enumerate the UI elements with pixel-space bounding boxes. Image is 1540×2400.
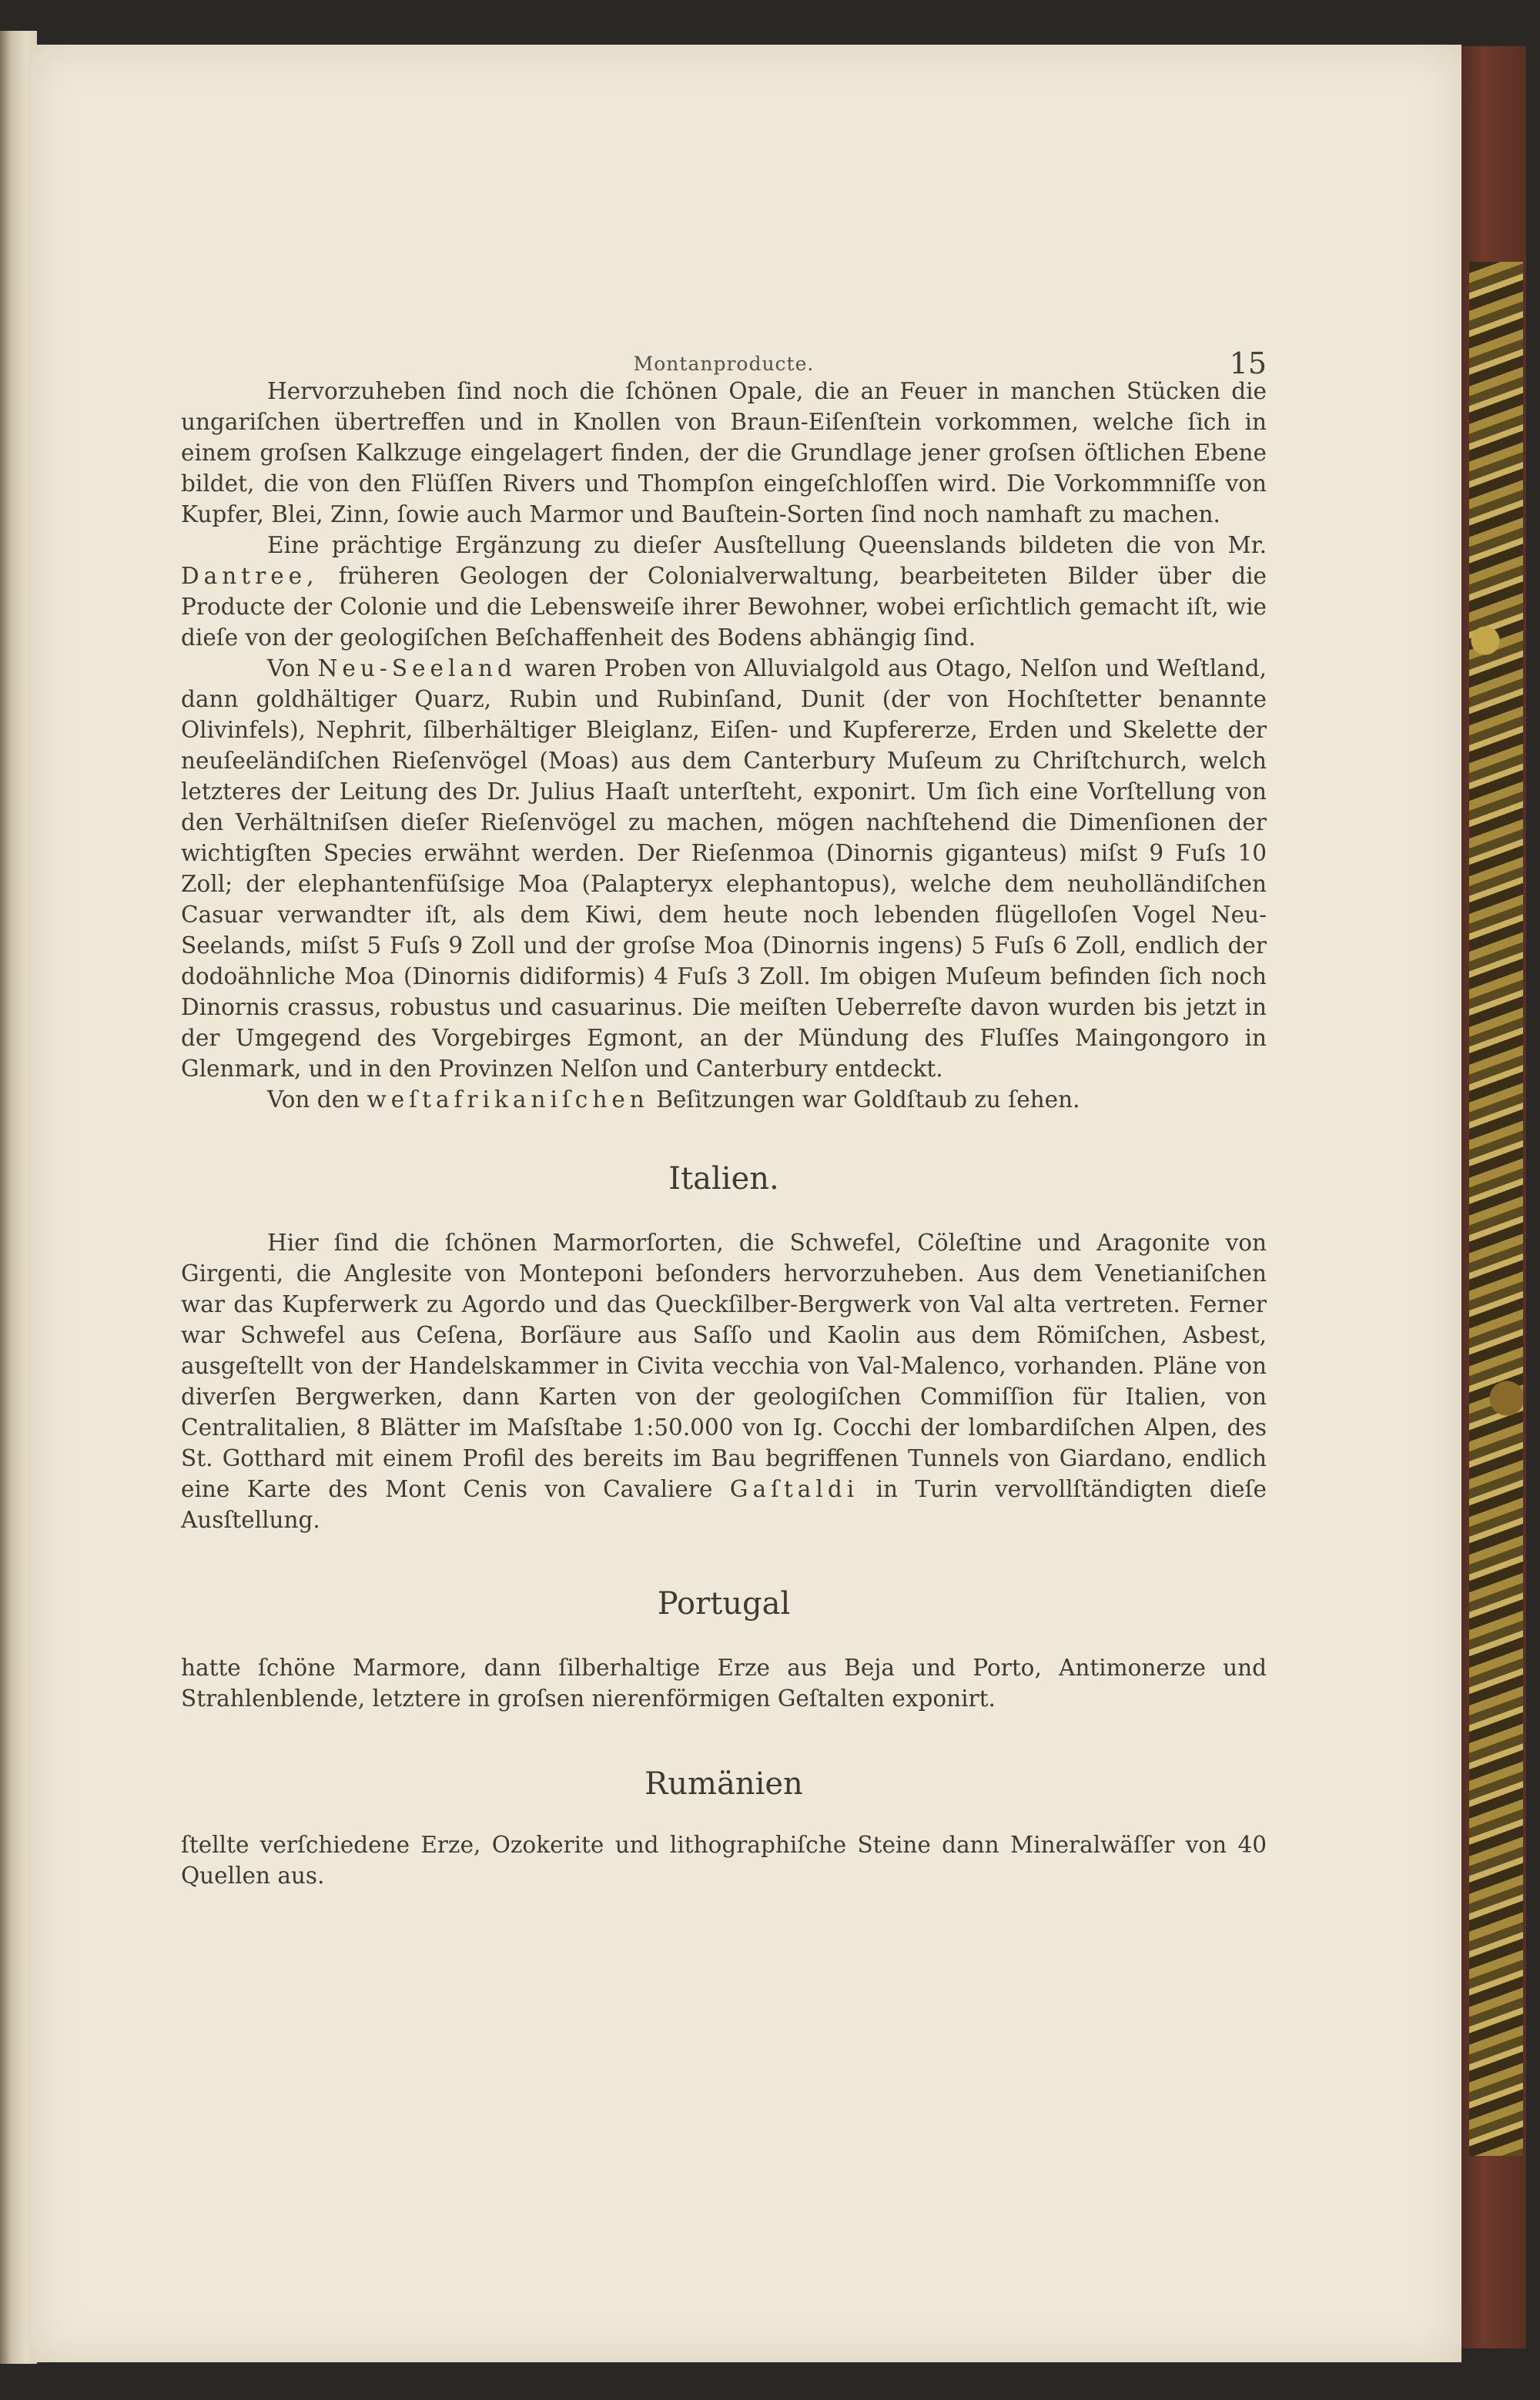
dantree-name: Dantree, [181, 563, 319, 589]
italien-text: Hier ſind die ſchönen Marmorſorten, die Schwefel, Cöleſtine und Aragonite von Girgenti, die Anglesite von Monteponi beſonders hervorzuheben. Aus dem Venetianiſchen war das Kupferwerk zu Agordo und das Queckſilber-Bergwerk von Val alta vertreten. Ferner war Schwefel aus Ceſena, Borſäure aus Saſſo und Kaolin aus dem Römiſchen, Asbest, ausgeſtellt von der Handelskammer in Civita vecchia von Val-Malenco, vorhanden. Pläne von diverſen Bergwerken, dann Karten von der geologiſchen Commiſſion für Italien, von Centralitalien, 8 Blätter im Maſsſtabe 1:50.000 von Ig. Cocchi der lombardiſchen Alpen, des St. Gotthard mit einem Profil des bereits im Bau begriffenen Tunnels von Giardano, endlich eine Karte des Mont Cenis von Cavaliere [181, 1230, 1267, 1502]
italien-text-end: in Turin vervollſtändigten dieſe Ausſtellung. [181, 1476, 1267, 1533]
neuseeland-text: waren Proben von Alluvialgold aus Otago, Nelſon und Weſtland, dann goldhältiger Quarz, Rubin und Rubinſand, Dunit (der von Hochſtetter benannte Olivinfels), Nephrit, ſilberhältiger Bleiglanz, Eiſen- und Kupfererze, Erden und Skelette der neuſeeländiſchen Rieſenvögel (Moas) aus dem Canterbury Muſeum zu Chriſtchurch, welch letzteres der Leitung des Dr. Julius Haaſt unterſteht, exponirt. Um ſich eine Vorſtellung von den Verhältniſsen dieſer Rieſenvögel zu machen, mögen nachſtehend die Dimenſionen der wichtigſten Species erwähnt werden. Der Rieſenmoa (Dinornis giganteus) miſst 9 Fuſs 10 Zoll; der elephantenfüſsige Moa (Palapteryx elephantopus), welche dem neuholländiſchen Casuar verwandter iſt, als dem Kiwi, dem heute noch lebenden flügelloſen Vogel Neu-Seelands, miſst 5 Fuſs 9 Zoll und der groſse Moa (Dinornis ingens) 5 Fuſs 6 Zoll, endlich der dodoähnliche Moa (Dinornis didiformis) 4 Fuſs 3 Zoll. Im obigen Muſeum befinden ſich noch Dinornis crassus, robustus und casuarinus. Die meiſten Ueberreſte davon wurden bis jetzt in der Umgegend des Vorgebirges Egmont, an der Mündung des Fluſſes Maingongoro in Glenmark, und in den Provinzen Nelſon und Canterbury entdeckt. [181, 655, 1267, 1082]
westafrika-name: weſtafrikaniſchen [367, 1086, 649, 1113]
westafrika-text: Beſitzungen war Goldſtaub zu ſehen. [656, 1086, 1080, 1113]
dantree-text: früheren Geologen der Colonialverwaltung, bearbeiteten Bilder über die Producte der Colonie und die Lebensweiſe ihrer Bewohner, wobei erſichtlich gemacht iſt, wie dieſe von der geologiſchen Beſchaffenheit des Bodens abhängig ſind. [181, 563, 1267, 651]
heading-portugal: Portugal [657, 1586, 791, 1622]
westafrika-lead: Von den [267, 1086, 360, 1113]
paragraph-neuseeland [181, 653, 1267, 1084]
paragraph-westafrika [181, 1084, 1267, 1115]
paragraph-italien [181, 1227, 1267, 1535]
heading-italien: Italien. [668, 1161, 779, 1197]
page-number: 15 [1229, 346, 1267, 380]
paragraph-dantree [181, 530, 1267, 653]
paragraph-opals: Hervorzuheben ſind noch die ſchönen Opale, die an Feuer in manchen Stücken die ungariſchen übertreffen und in Knollen von Braun-Eiſenſtein vorkommen, welche ſich in einem groſsen Kalkzuge eingelagert finden, der die Grundlage jener groſsen öſtlichen Ebene bildet, die von den Flüſſen Rivers und Thompſon eingeſchloſſen wird. Die Vorkommniſſe von Kupfer, Blei, Zinn, ſowie auch Marmor und Bauſtein-Sorten ſind noch namhaft zu machen. [181, 378, 1267, 527]
book-page [31, 45, 1461, 2362]
dantree-lead: Eine prächtige Ergänzung zu dieſer Ausſtellung Queenslands bildeten die von Mr. [267, 532, 1267, 558]
italien-name: Gaſtaldi [729, 1476, 859, 1502]
page-content [181, 306, 1267, 1891]
neuseeland-lead: Von [267, 655, 310, 681]
paragraph-portugal: hatte ſchöne Marmore, dann ſilberhaltige Erze aus Beja und Porto, Antimonerze und Strahlenblende, letztere in groſsen nierenförmigen Geſtalten exponirt. [181, 1655, 1267, 1712]
heading-rumaenien: Rumänien [644, 1766, 803, 1802]
marbled-edge [1469, 262, 1523, 2156]
running-head [181, 306, 1267, 380]
neuseeland-name: Neu-Seeland [317, 655, 517, 681]
paragraph-rumaenien: ſtellte verſchiedene Erze, Ozokerite und lithographiſche Steine dann Mineralwäſſer von 40 Quellen aus. [181, 1832, 1267, 1889]
running-title: Montanproducte. [633, 353, 815, 375]
